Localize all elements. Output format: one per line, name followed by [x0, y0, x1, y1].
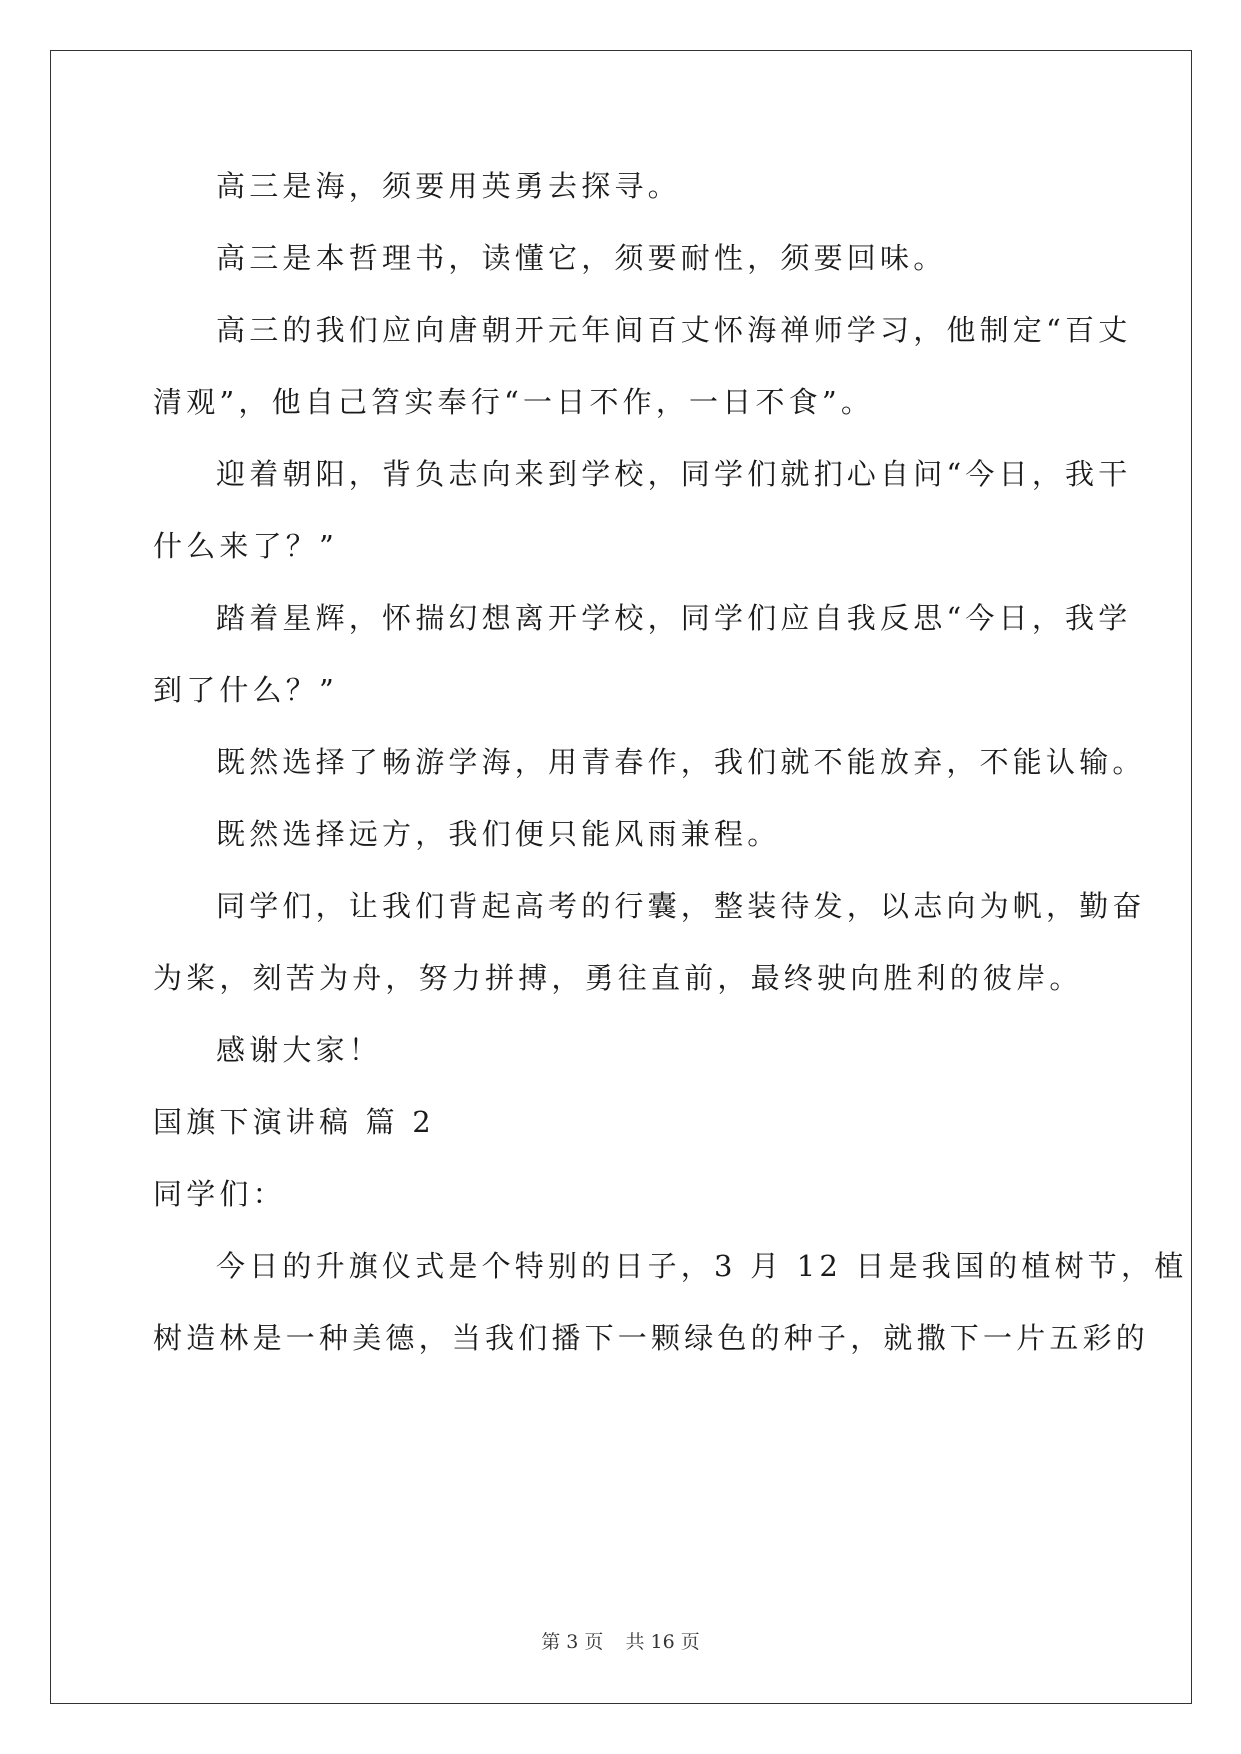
paragraph-line: 既然选择了畅游学海，用青春作，我们就不能放弃，不能认输。: [216, 745, 1146, 779]
paragraph-line: 既然选择远方，我们便只能风雨兼程。: [216, 817, 781, 851]
paragraph-line: 清观”，他自己笤实奉行“一日不作，一日不食”。: [153, 385, 875, 419]
page-footer: [0, 1630, 1241, 1654]
page-border: [50, 50, 1192, 1704]
paragraph-line: 高三是本哲理书，读懂它，须要耐性，须要回味。: [216, 241, 947, 275]
section-heading: 国旗下演讲稿 篇 2: [153, 1105, 435, 1139]
paragraph-line: 高三是海，须要用英勇去探寻。: [216, 169, 681, 203]
paragraph-line: 今日的升旗仪式是个特别的日子，3 月 12 日是我国的植树节，植: [216, 1249, 1188, 1283]
paragraph-line: 同学们，让我们背起高考的行囊，整装待发，以志向为帆，勤奋: [216, 889, 1146, 923]
paragraph-line: 踏着星辉，怀揣幻想离开学校，同学们应自我反思“今日，我学: [216, 601, 1132, 635]
salutation: 同学们：: [153, 1177, 286, 1211]
paragraph-line: 为桨，刻苦为舟，努力拼搏，勇往直前，最终驶向胜利的彼岸。: [153, 961, 1083, 995]
paragraph-line: 树造林是一种美德，当我们播下一颗绿色的种子，就撒下一片五彩的: [153, 1321, 1150, 1355]
paragraph-line: 感谢大家！: [216, 1033, 383, 1067]
paragraph-line: 高三的我们应向唐朝开元年间百丈怀海禅师学习，他制定“百丈: [216, 313, 1132, 347]
paragraph-line: 迎着朝阳，背负志向来到学校，同学们就扪心自问“今日，我干: [216, 457, 1132, 491]
paragraph-line: 什么来了？”: [153, 529, 339, 563]
page-total: 共 16 页: [625, 1631, 700, 1653]
paragraph-line: 到了什么？”: [153, 673, 339, 707]
page-number: 第 3 页: [541, 1631, 604, 1653]
